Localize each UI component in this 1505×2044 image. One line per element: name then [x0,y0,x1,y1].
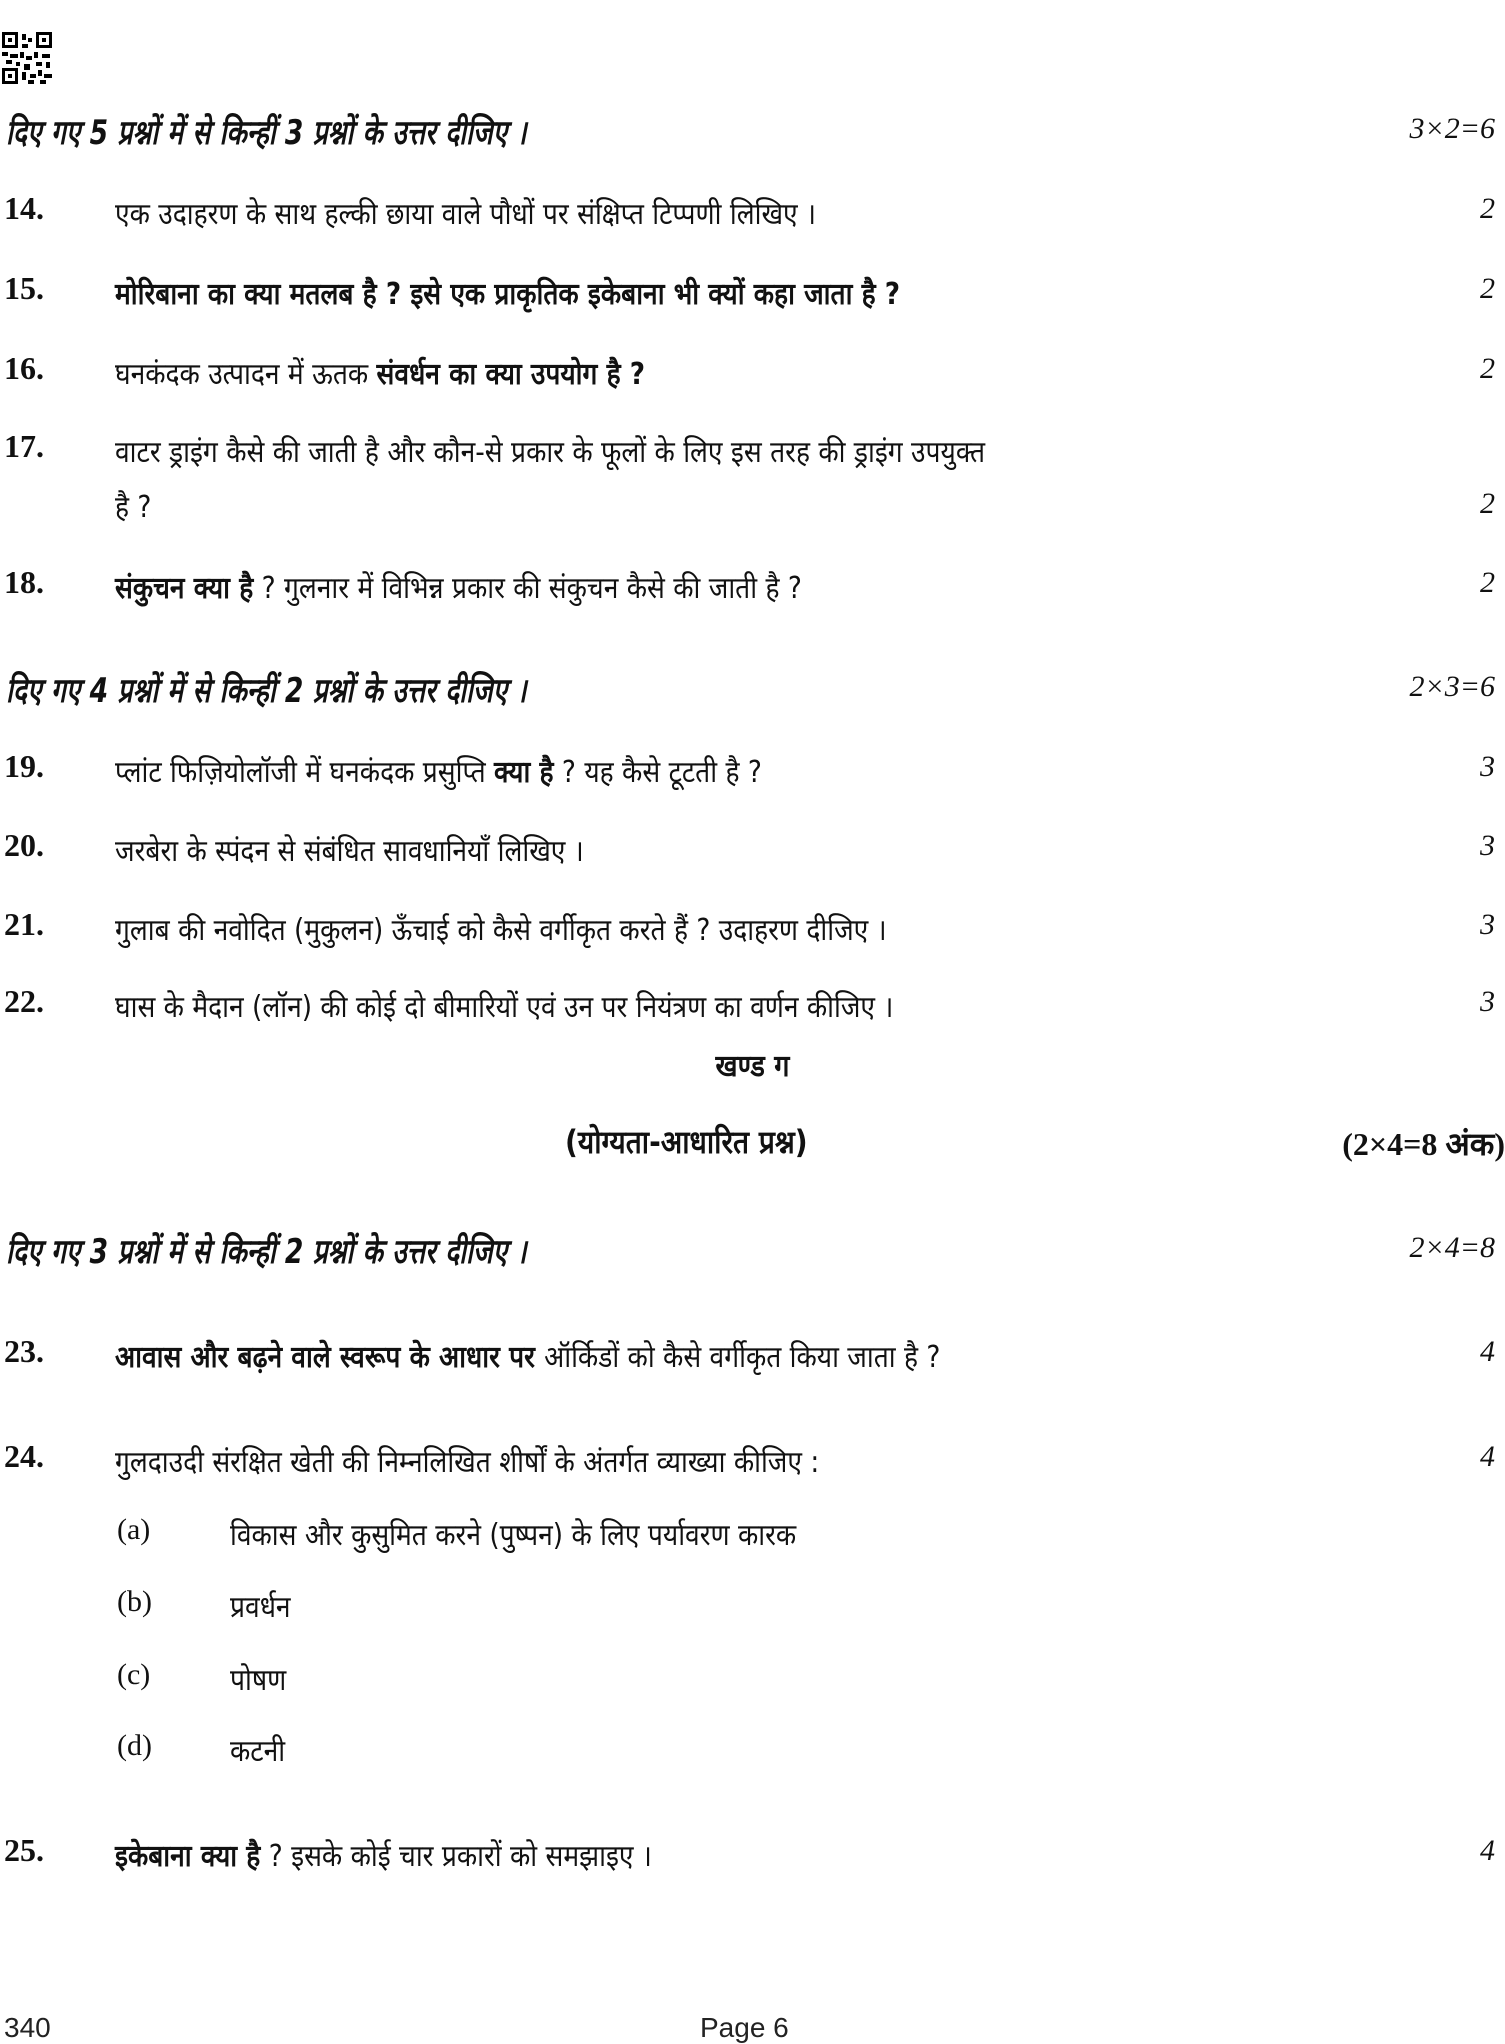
question-text-line2: है ? [115,490,152,525]
question-text-part: ऑर्किडों को कैसे वर्गीकृत किया जाता है ? [544,1340,941,1375]
question-text [115,272,900,313]
section-title: खण्ड ग [715,1049,790,1084]
question-number: 17. [4,428,44,464]
question-text-bold: संकुचन क्या है [115,571,254,606]
section-subtitle: (योग्यता-आधारित प्रश्न) [565,1123,808,1161]
question-text: एक उदाहरण के साथ हल्की छाया वाले पौधों पर संक्षिप्त टिप्पणी लिखिए । [115,197,817,232]
question-marks: 4 [1480,1440,1495,1473]
question-number: 14. [4,190,44,226]
question-text-part: ? इसके कोई चार प्रकारों को समझाइए । [260,1839,652,1874]
question-marks: 3 [1480,750,1495,783]
subpart-label: (d) [117,1729,152,1762]
question-text-bold: आवास और बढ़ने वाले स्वरूप के आधार पर [115,1340,545,1375]
question-text-part: प्लांट फिज़ियोलॉजी में घनकंदक प्रसुप्ति [115,755,495,790]
question-text: जरबेरा के स्पंदन से संबंधित सावधानियाँ लिखिए । [115,834,584,869]
question-text-bold: क्या है [494,755,554,790]
instruction-group-2-marks: 2×3=6 [1409,670,1495,703]
subpart-label: (a) [117,1513,151,1546]
question-text-bold: संवर्धन का क्या उपयोग है ? [376,357,646,392]
question-number: 19. [4,748,44,784]
instruction-group-2: दिए गए 4 प्रश्नों में से किन्हीं 2 प्रश्नों के उत्तर दीजिए । [6,671,527,711]
question-text-part: ? गुलनार में विभिन्न प्रकार की संकुचन कैसे की जाती है ? [253,571,802,606]
question-number: 15. [4,270,44,306]
question-text-bold: मोरिबाना का क्या मतलब है ? इसे एक प्राकृतिक इकेबाना भी क्यों कहा जाता है ? [115,277,901,312]
question-number: 16. [4,350,44,386]
question-text [115,1335,940,1376]
instruction-group-3-marks: 2×4=8 [1409,1231,1495,1264]
question-text: घास के मैदान (लॉन) की कोई दो बीमारियों एवं उन पर नियंत्रण का वर्णन कीजिए । [115,990,894,1025]
question-text [115,566,802,607]
question-text-part: ? यह कैसे टूटती है ? [553,755,762,790]
question-number: 23. [4,1333,44,1369]
question-text: वाटर ड्राइंग कैसे की जाती है और कौन-से प्रकार के फूलों के लिए इस तरह की ड्राइंग उपयुक्त [115,435,986,470]
qr-code-icon [2,32,52,84]
question-marks: 3 [1480,908,1495,941]
question-number: 21. [4,906,44,942]
question-marks: 3 [1480,829,1495,862]
footer-page-number: Page 6 [700,2012,789,2043]
subpart-label: (c) [117,1658,151,1691]
subpart-text: कटनी [230,1734,286,1769]
question-text [115,750,762,791]
question-text-part: घनकंदक उत्पादन में ऊतक [115,357,377,392]
question-marks: 2 [1480,566,1495,599]
instruction-group-1-marks: 3×2=6 [1409,112,1495,145]
section-marks: (2×4=8 अंक) [1342,1126,1505,1162]
instruction-group-3: दिए गए 3 प्रश्नों में से किन्हीं 2 प्रश्नों के उत्तर दीजिए । [6,1232,527,1272]
footer-paper-code: 340 [4,2012,51,2043]
question-marks: 2 [1480,487,1495,520]
subpart-text: प्रवर्धन [230,1590,291,1625]
subpart-text: पोषण [230,1663,287,1698]
subpart-text: विकास और कुसुमित करने (पुष्पन) के लिए पर्यावरण कारक [230,1518,797,1553]
question-text: गुलाब की नवोदित (मुकुलन) ऊँचाई को कैसे वर्गीकृत करते हैं ? उदाहरण दीजिए । [115,913,887,948]
question-marks: 4 [1480,1834,1495,1867]
instruction-group-1: दिए गए 5 प्रश्नों में से किन्हीं 3 प्रश्नों के उत्तर दीजिए । [6,113,527,153]
question-number: 20. [4,827,44,863]
question-number: 25. [4,1832,44,1868]
question-text [115,352,645,393]
question-number: 18. [4,564,44,600]
subpart-label: (b) [117,1585,152,1618]
question-marks: 2 [1480,192,1495,225]
question-marks: 2 [1480,272,1495,305]
question-text: गुलदाउदी संरक्षित खेती की निम्नलिखित शीर्षों के अंतर्गत व्याख्या कीजिए : [115,1445,820,1480]
question-text-bold: इकेबाना क्या है [115,1839,261,1874]
question-text [115,1834,652,1875]
question-marks: 4 [1480,1335,1495,1368]
question-number: 24. [4,1438,44,1474]
question-marks: 3 [1480,985,1495,1018]
question-marks: 2 [1480,352,1495,385]
question-number: 22. [4,983,44,1019]
